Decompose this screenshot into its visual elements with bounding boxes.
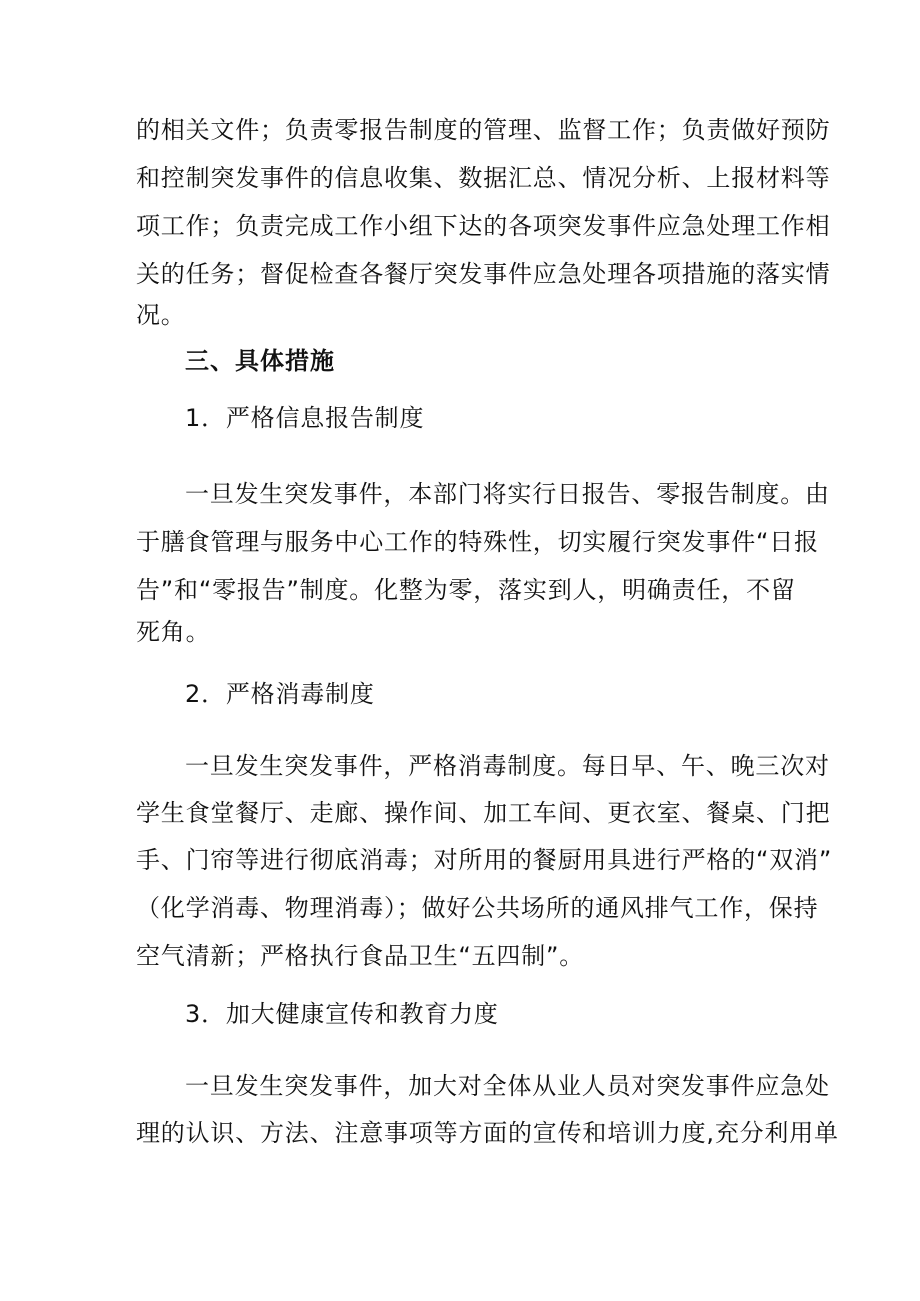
item-title: 3．加大健康宣传和教育力度 xyxy=(185,1000,499,1028)
paragraph-line: 项工作；负责完成工作小组下达的各项突发事件应急处理工作相 xyxy=(136,212,831,240)
paragraph-line: 一旦发生突发事件，加大对全体从业人员对突发事件应急处 xyxy=(185,1072,830,1100)
paragraph-line: 理的认识、方法、注意事项等方面的宣传和培训力度,充分利用单 xyxy=(136,1119,839,1147)
paragraph-line: 学生食堂餐厅、走廊、操作间、加工车间、更衣室、餐桌、门把 xyxy=(136,799,831,827)
paragraph-line: 况。 xyxy=(136,301,186,329)
paragraph-line: （化学消毒、物理消毒）；做好公共场所的通风排气工作，保持 xyxy=(136,894,819,922)
section-heading: 三、具体措施 xyxy=(185,347,335,375)
paragraph-line: 死角。 xyxy=(136,618,211,646)
paragraph-line: 和控制突发事件的信息收集、数据汇总、情况分析、上报材料等 xyxy=(136,164,831,192)
paragraph-line: 手、门帘等进行彻底消毒；对所用的餐厨用具进行严格的“双消” xyxy=(136,846,833,874)
item-title: 2．严格消毒制度 xyxy=(185,680,375,708)
item-title: 1．严格信息报告制度 xyxy=(185,404,425,432)
paragraph-line: 一旦发生突发事件，严格消毒制度。每日早、午、晚三次对 xyxy=(185,752,830,780)
paragraph-line: 关的任务；督促检查各餐厅突发事件应急处理各项措施的落实情 xyxy=(136,260,831,288)
paragraph-line: 告”和“零报告”制度。化整为零，落实到人，明确责任，不留 xyxy=(136,576,796,604)
paragraph-line: 空气清新；严格执行食品卫生“五四制”。 xyxy=(136,942,585,970)
paragraph-line: 于膳食管理与服务中心工作的特殊性，切实履行突发事件“日报 xyxy=(136,528,819,556)
paragraph-line: 的相关文件；负责零报告制度的管理、监督工作；负责做好预防 xyxy=(136,116,831,144)
paragraph-line: 一旦发生突发事件，本部门将实行日报告、零报告制度。由 xyxy=(185,480,830,508)
